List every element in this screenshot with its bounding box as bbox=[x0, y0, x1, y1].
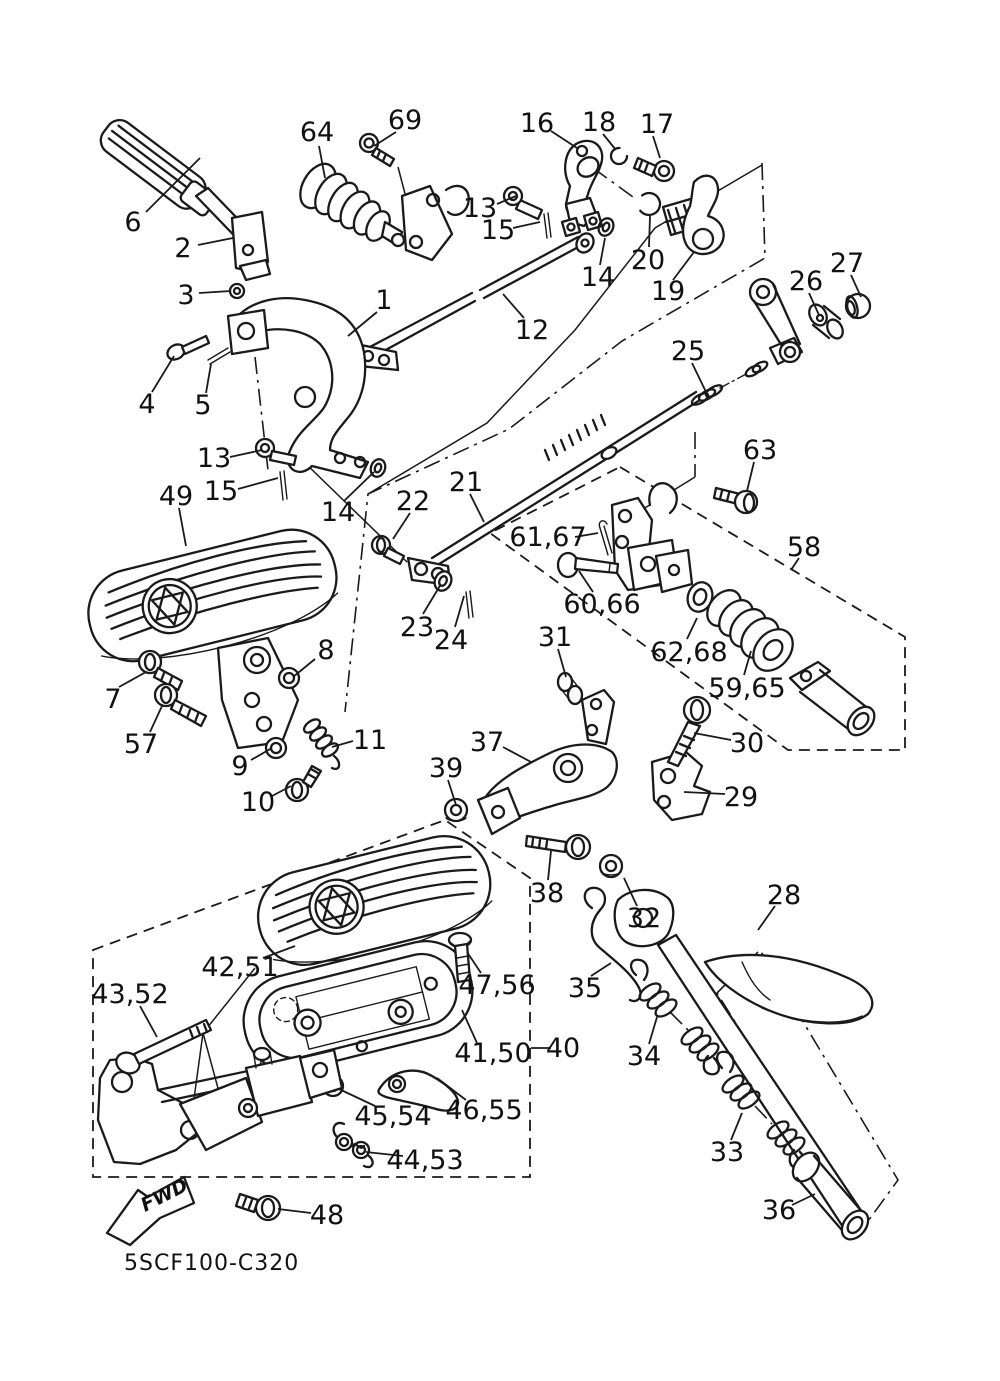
leader-line-4 bbox=[152, 356, 174, 392]
part-number-23: 23 bbox=[399, 612, 435, 643]
part-number-26: 26 bbox=[788, 266, 824, 297]
leader-line-14 bbox=[600, 238, 605, 265]
part-number-16: 16 bbox=[519, 108, 555, 139]
part-number-31: 31 bbox=[537, 622, 573, 653]
part-number-25: 25 bbox=[670, 336, 706, 367]
part-number-17: 17 bbox=[639, 109, 675, 140]
part-number-12: 12 bbox=[514, 315, 550, 346]
part-number-63: 63 bbox=[742, 435, 778, 466]
part-number-36: 36 bbox=[761, 1195, 797, 1226]
part-number-19: 19 bbox=[650, 276, 686, 307]
part-number-39: 39 bbox=[428, 753, 464, 784]
part-number-64: 64 bbox=[299, 117, 335, 148]
part-number-61,67: 61,67 bbox=[509, 522, 587, 553]
part-number-58: 58 bbox=[786, 532, 822, 563]
leader-line-34 bbox=[649, 1017, 657, 1044]
part-number-32: 32 bbox=[626, 903, 662, 934]
leader-line-3 bbox=[199, 291, 231, 293]
part-number-40: 40 bbox=[545, 1033, 581, 1064]
part-number-59,65: 59,65 bbox=[708, 673, 786, 704]
part-number-33: 33 bbox=[709, 1137, 745, 1168]
part-number-15: 15 bbox=[480, 215, 516, 246]
leader-line-37 bbox=[503, 747, 531, 762]
leader-line-15 bbox=[513, 222, 540, 228]
dashdot-line bbox=[670, 1012, 688, 1030]
leader-line-25 bbox=[692, 363, 707, 394]
part-number-13: 13 bbox=[196, 443, 232, 474]
leader-line-5 bbox=[206, 364, 211, 393]
leader-line-16 bbox=[551, 131, 577, 148]
part-number-14: 14 bbox=[580, 262, 616, 293]
part-number-44,53: 44,53 bbox=[386, 1145, 464, 1176]
part-number-47,56: 47,56 bbox=[458, 970, 536, 1001]
leader-line-23 bbox=[423, 584, 441, 614]
part-number-24: 24 bbox=[433, 625, 469, 656]
part-number-21: 21 bbox=[448, 467, 484, 498]
part-number-48: 48 bbox=[309, 1200, 345, 1231]
part-number-62,68: 62,68 bbox=[650, 637, 728, 668]
part-number-34: 34 bbox=[626, 1041, 662, 1072]
part-number-7: 7 bbox=[104, 684, 122, 715]
part-number-45,54: 45,54 bbox=[354, 1101, 432, 1132]
part-front-footrest-pad bbox=[95, 115, 270, 298]
part-number-5: 5 bbox=[194, 390, 212, 421]
part-number-3: 3 bbox=[177, 280, 195, 311]
part-number-2: 2 bbox=[174, 233, 192, 264]
part-number-9: 9 bbox=[231, 751, 249, 782]
part-number-13: 13 bbox=[462, 193, 498, 224]
leader-line-2 bbox=[198, 238, 233, 245]
part-number-38: 38 bbox=[529, 878, 565, 909]
leader-line-24 bbox=[455, 596, 464, 627]
diagram-code: 5SCF100-C320 bbox=[124, 1251, 300, 1276]
part-number-10: 10 bbox=[240, 787, 276, 818]
part-number-69: 69 bbox=[387, 105, 423, 136]
part-number-27: 27 bbox=[829, 248, 865, 279]
part-number-28: 28 bbox=[766, 880, 802, 911]
leader-line-8 bbox=[293, 659, 315, 677]
part-number-46,55: 46,55 bbox=[445, 1095, 523, 1126]
part-number-41,50: 41,50 bbox=[454, 1038, 532, 1069]
part-number-35: 35 bbox=[567, 973, 603, 1004]
part-number-1: 1 bbox=[375, 285, 393, 316]
leader-line-49 bbox=[179, 508, 186, 546]
leader-line-21 bbox=[470, 494, 484, 522]
part-number-43,52: 43,52 bbox=[91, 979, 169, 1010]
part-number-60,66: 60,66 bbox=[563, 589, 641, 620]
leader-line-30 bbox=[694, 733, 731, 740]
part-number-37: 37 bbox=[469, 727, 505, 758]
leader-line-63 bbox=[747, 462, 754, 491]
part-number-11: 11 bbox=[352, 725, 388, 756]
fwd-arrow-label: FWD bbox=[137, 1174, 192, 1217]
part-number-57: 57 bbox=[123, 729, 159, 760]
leader-line-62,68 bbox=[687, 618, 697, 639]
leader-line-33 bbox=[731, 1113, 742, 1140]
part-number-22: 22 bbox=[395, 486, 431, 517]
leader-line-15 bbox=[238, 478, 278, 489]
part-rider-footboard-left bbox=[79, 520, 347, 801]
part-number-49: 49 bbox=[158, 481, 194, 512]
part-number-20: 20 bbox=[630, 245, 666, 276]
part-number-30: 30 bbox=[729, 728, 765, 759]
leader-line-48 bbox=[278, 1209, 311, 1213]
part-number-8: 8 bbox=[317, 635, 335, 666]
part-number-4: 4 bbox=[138, 389, 156, 420]
leader-line-43,52 bbox=[140, 1006, 157, 1037]
part-number-14: 14 bbox=[320, 497, 356, 528]
part-number-29: 29 bbox=[723, 782, 759, 813]
part-number-15: 15 bbox=[203, 476, 239, 507]
part-number-6: 6 bbox=[124, 207, 142, 238]
dashdot-line bbox=[593, 168, 633, 197]
leader-line-38 bbox=[548, 851, 551, 880]
leader-line-20 bbox=[649, 216, 650, 247]
leader-line-7 bbox=[119, 672, 146, 687]
part-number-42,51: 42,51 bbox=[201, 952, 279, 983]
part-footrest-64-and-bolt-69 bbox=[293, 134, 469, 260]
part-number-18: 18 bbox=[581, 107, 617, 138]
